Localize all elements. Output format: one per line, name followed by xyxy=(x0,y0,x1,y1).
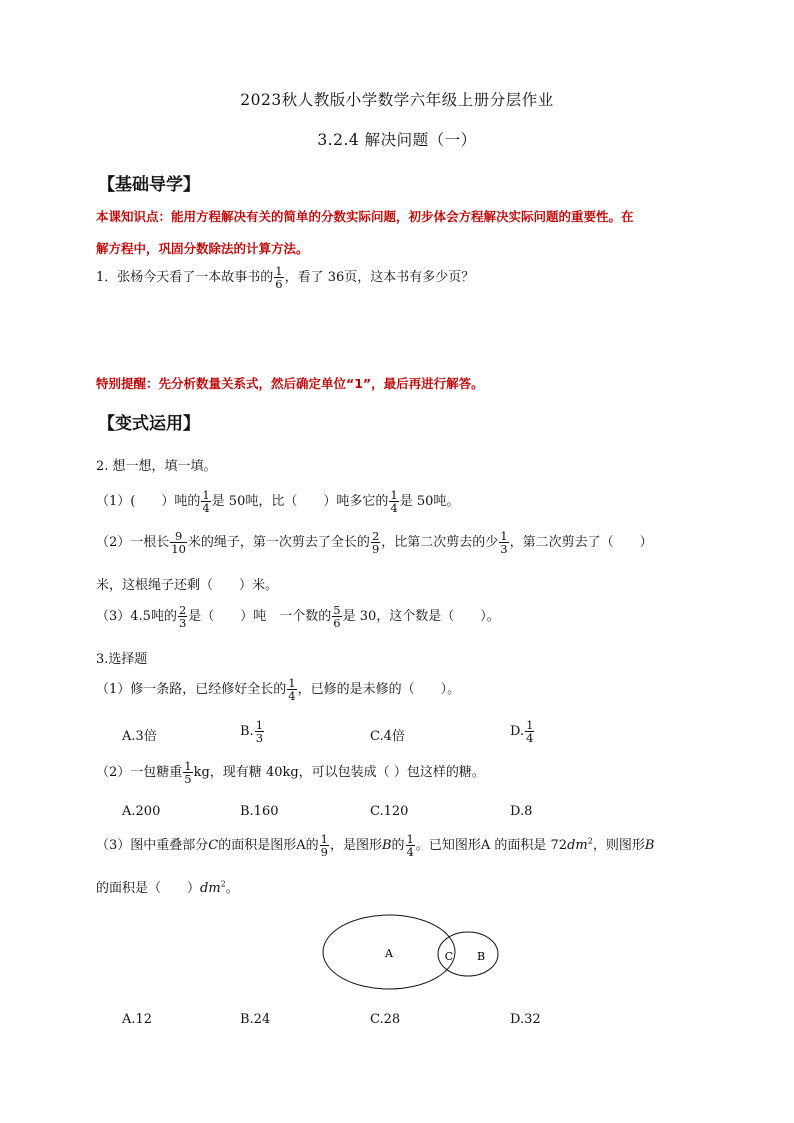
section-heading-variant: 【变式运用】 xyxy=(98,414,200,434)
q3-1-option-c-text: C.4倍 xyxy=(370,729,405,744)
q2-2-f1-den: 10 xyxy=(171,542,186,557)
venn-diagram xyxy=(318,910,503,990)
q3-2-frac-den: 5 xyxy=(184,772,192,787)
q3-1-option-a xyxy=(122,719,157,744)
q1-frac-num: 1 xyxy=(275,264,283,278)
q3-1-option-b xyxy=(240,719,265,744)
q3-2-option-a: A.200 xyxy=(122,804,161,819)
q3-3-area-exp: 2 xyxy=(587,836,593,846)
q2-1-text-c: 是 50吨。 xyxy=(399,494,460,510)
question-2-2 xyxy=(96,530,653,555)
q2-2-fraction-2 xyxy=(371,530,380,555)
q3-3-f1-den: 9 xyxy=(320,845,328,860)
q2-1-fraction-1 xyxy=(201,489,210,514)
q3-2-text-a: （2）一包糖重 xyxy=(96,765,183,781)
q3-1-text-b: ，已修的是未修的（ ）。 xyxy=(297,682,461,698)
q3-3-fraction-1 xyxy=(320,833,329,858)
venn-label-a: A xyxy=(385,947,393,960)
q3-2-option-d: D.8 xyxy=(510,804,533,819)
q3-3-fraction-2 xyxy=(406,833,415,858)
q3-3-line2-text: 的面积是（ ） xyxy=(96,881,201,896)
q3-3-text-a: （3）图中重叠部分 xyxy=(96,838,209,854)
q3-1-d-num: 1 xyxy=(526,718,534,732)
q2-3-text-a: （3）4.5吨的 xyxy=(96,609,177,625)
question-3-3 xyxy=(96,833,654,858)
q3-1-b-den: 3 xyxy=(255,731,264,746)
q3-3-var-c: C xyxy=(208,838,219,854)
q3-3-var-b: B xyxy=(381,838,392,854)
q3-2-frac-num: 1 xyxy=(184,759,192,773)
q2-2-text-d: ，第二次剪去了（ ） xyxy=(509,535,653,551)
q3-3-unit2: dm xyxy=(200,881,221,896)
q3-3-text-c: ，是图形 xyxy=(329,838,382,854)
q2-2-f3-num: 1 xyxy=(500,529,508,543)
q3-1-option-b-label: B. xyxy=(240,724,254,740)
q3-1-text-a: （1）修一条路，已经修好全长的 xyxy=(96,682,287,698)
q3-2-option-b: B.160 xyxy=(240,804,279,819)
q3-3-f2-den: 4 xyxy=(406,845,414,860)
knowledge-point-line1: 本课知识点：能用方程解决有关的简单的分数实际问题，初步体会方程解决实际问题的重要性。在 xyxy=(96,209,634,224)
q2-2-text-a: （2）一根长 xyxy=(96,535,170,551)
q3-3-var-b2: B xyxy=(644,838,655,854)
q3-3-unit2-exp: 2 xyxy=(220,879,226,889)
section-heading-basic: 【基础导学】 xyxy=(98,175,200,195)
q3-3-text-b: 的面积是图形A的 xyxy=(218,838,319,854)
q2-2-text-b: 米的绳子，第一次剪去了全长的 xyxy=(187,535,370,551)
q2-2-f1-num: 9 xyxy=(174,529,183,543)
q2-1-text-b: 是 50吨，比（ ）吨多它的 xyxy=(211,494,389,510)
q2-1-f1-den: 4 xyxy=(202,501,210,516)
q3-1-option-d-fraction xyxy=(525,719,534,744)
venn-label-c: C xyxy=(444,950,454,963)
q3-1-option-b-fraction xyxy=(255,719,264,744)
venn-label-b: B xyxy=(476,950,486,963)
q3-1-fraction xyxy=(287,677,296,702)
question-3-title: 3.选择题 xyxy=(96,652,148,667)
q2-3-text-c: 是 30，这个数是（ ）。 xyxy=(342,609,500,625)
question-2-title: 2. 想一想，填一填。 xyxy=(96,459,217,474)
q1-fraction xyxy=(274,265,283,290)
q3-1-option-a-text: A.3倍 xyxy=(122,729,157,744)
q3-1-option-d-label: D. xyxy=(510,724,525,740)
q1-text-a: 1．张杨今天看了一本故事书的 xyxy=(96,270,274,286)
q3-1-b-num: 1 xyxy=(255,718,264,732)
q3-2-text-b: kg，现有糖 40kg，可以包装成（ ）包这样的糖。 xyxy=(193,765,485,781)
q2-3-f1-den: 3 xyxy=(178,616,187,631)
q3-3-option-a: A.12 xyxy=(122,1012,153,1027)
q2-1-fraction-2 xyxy=(389,489,398,514)
question-3-3-line2 xyxy=(96,877,239,896)
q3-1-d-den: 4 xyxy=(526,731,534,746)
question-2-2-line2: 米，这根绳子还剩（ ）米。 xyxy=(96,578,279,593)
q2-1-text-a: （1）( ）吨的 xyxy=(96,494,201,510)
q2-2-f2-num: 2 xyxy=(371,529,380,543)
q1-frac-den: 6 xyxy=(275,277,283,292)
document-subtitle: 3.2.4 解决问题（一） xyxy=(317,131,477,149)
q2-3-fraction-2 xyxy=(332,604,341,629)
question-2-1 xyxy=(96,489,459,514)
q2-2-f3-den: 3 xyxy=(500,542,508,557)
q2-1-f2-num: 1 xyxy=(390,488,398,502)
q3-3-f1-num: 1 xyxy=(320,832,328,846)
q2-2-fraction-1 xyxy=(170,530,187,555)
q3-3-option-b: B.24 xyxy=(240,1012,271,1027)
q2-2-f2-den: 9 xyxy=(371,542,380,557)
question-3-1 xyxy=(96,677,460,702)
question-2-3 xyxy=(96,604,500,629)
q3-3-text-e: 。已知图形A 的面积是 xyxy=(415,838,551,854)
q3-1-option-c xyxy=(370,719,405,744)
q2-1-f2-den: 4 xyxy=(390,501,398,516)
q2-3-f2-num: 5 xyxy=(333,603,341,617)
q3-3-area-value: 72 xyxy=(550,838,568,854)
q2-3-f1-num: 2 xyxy=(178,603,187,617)
q1-text-b: ，看了 36页，这本书有多少页？ xyxy=(284,270,475,286)
q2-1-f1-num: 1 xyxy=(202,488,210,502)
q3-1-frac-den: 4 xyxy=(288,689,296,704)
q3-2-fraction xyxy=(183,760,192,785)
document-title: 2023秋人教版小学数学六年级上册分层作业 xyxy=(240,91,554,109)
q2-3-text-b: 是（ ）吨 一个数的 xyxy=(188,609,332,625)
q2-2-fraction-3 xyxy=(499,530,508,555)
special-tip: 特别提醒：先分析数量关系式，然后确定单位“1”，最后再进行解答。 xyxy=(96,376,484,391)
q3-3-text-f: ，则图形 xyxy=(592,838,645,854)
q3-2-option-c: C.120 xyxy=(370,804,409,819)
q3-3-f2-num: 1 xyxy=(406,832,414,846)
q2-3-fraction-1 xyxy=(178,604,187,629)
q3-3-line2-end: 。 xyxy=(225,881,239,896)
q2-3-f2-den: 6 xyxy=(333,616,341,631)
q3-3-text-d: 的 xyxy=(391,838,405,854)
q3-1-option-d xyxy=(510,719,535,744)
q3-3-option-c: C.28 xyxy=(370,1012,401,1027)
q3-1-frac-num: 1 xyxy=(288,676,296,690)
question-1 xyxy=(96,265,474,290)
question-3-2 xyxy=(96,760,485,785)
q3-3-option-d: D.32 xyxy=(510,1012,541,1027)
q2-2-text-c: ，比第二次剪去的少 xyxy=(381,535,499,551)
q3-3-area-unit: dm xyxy=(567,838,588,854)
knowledge-point-line2: 解方程中，巩固分数除法的计算方法。 xyxy=(96,241,309,256)
